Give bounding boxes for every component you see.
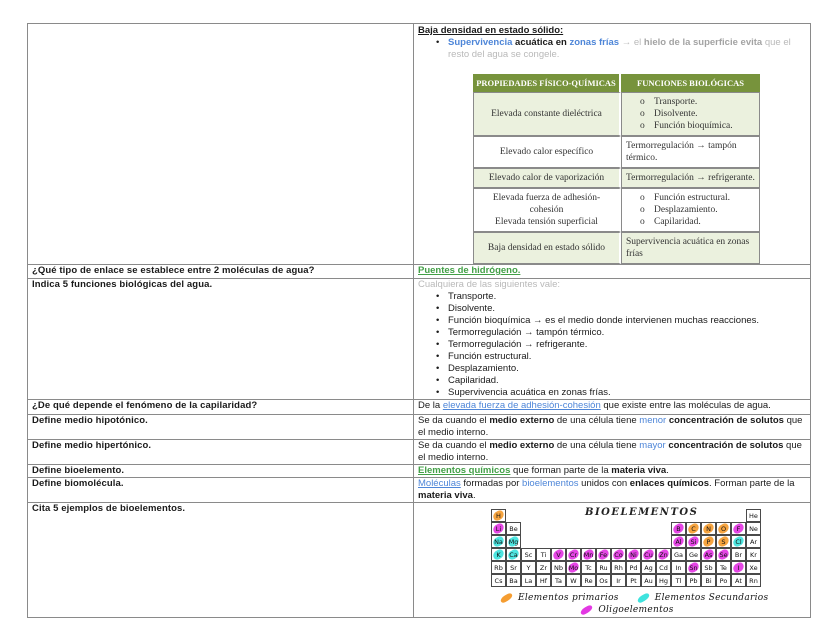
text-segment: formadas por <box>460 478 523 489</box>
function-cell: Termorregulación → refrigerante. <box>621 168 760 188</box>
element-cell-y <box>521 561 536 574</box>
element-cell-he <box>746 509 761 522</box>
element-cell-re <box>581 574 596 587</box>
element-cell-f <box>731 522 746 535</box>
list-item <box>436 375 806 387</box>
property-text: Elevado calor específico <box>499 147 594 157</box>
legend-label: Elementos Secundarios <box>654 593 769 603</box>
bullet-marker: • <box>436 375 440 386</box>
bullet-marker: • <box>436 291 440 302</box>
table-row-ejemplos-bioelementos <box>28 503 811 618</box>
element-symbol: Ag <box>644 563 653 572</box>
answer-heading: Baja densidad en estado sólido: <box>418 25 564 36</box>
element-symbol: Pb <box>689 576 698 585</box>
text-segment: zonas frías <box>569 37 620 48</box>
bullet-marker: • <box>436 327 440 338</box>
bullet-text: Transporte. <box>448 291 497 302</box>
element-cell-be <box>506 522 521 535</box>
bullet-text: Desplazamiento. <box>448 363 519 374</box>
element-symbol: I <box>737 563 740 572</box>
element-cell-cs <box>491 574 506 587</box>
element-symbol: Rh <box>614 563 623 572</box>
inner-table-row <box>473 168 760 188</box>
function-list-item <box>638 108 757 120</box>
element-symbol: Cs <box>494 576 503 585</box>
element-cell-k <box>491 548 506 561</box>
bullet-text <box>448 37 806 61</box>
bioelements-periodic-table-drawing <box>491 507 769 617</box>
element-cell-cl <box>731 535 746 548</box>
function-text: Función bioquímica. <box>654 121 733 131</box>
element-symbol: Xe <box>749 563 758 572</box>
element-cell-ni <box>626 548 641 561</box>
question-text: ¿Qué tipo de enlace se establece entre 2 moléculas de agua? <box>28 265 414 279</box>
legend-brush-icon <box>580 604 594 616</box>
element-symbol: Rn <box>749 576 758 585</box>
element-symbol: Au <box>644 576 653 585</box>
element-cell-po <box>716 574 731 587</box>
legend-item <box>580 605 673 615</box>
text-segment: Puentes de hidrógeno. <box>418 265 521 276</box>
element-symbol: At <box>735 576 742 585</box>
bullet-marker: • <box>436 37 440 48</box>
element-cell-at <box>731 574 746 587</box>
element-symbol: Fe <box>599 550 608 559</box>
table-row-enlace <box>28 265 811 279</box>
element-symbol: He <box>749 511 758 520</box>
element-cell-nb <box>551 561 566 574</box>
element-cell-pt <box>626 574 641 587</box>
element-cell-ge <box>686 548 701 561</box>
property-cell <box>473 168 621 188</box>
element-symbol: Cl <box>735 537 742 546</box>
bullet-text: Disolvente. <box>448 303 495 314</box>
answer-cell-funciones <box>414 279 811 400</box>
element-cell-xe <box>746 561 761 574</box>
element-symbol: Os <box>599 576 608 585</box>
text-segment: que existe entre las moléculas de agua. <box>600 400 771 411</box>
element-symbol: S <box>721 537 726 546</box>
inner-table-row <box>473 136 760 168</box>
bullet-marker: • <box>436 351 440 362</box>
bullet-marker: • <box>436 303 440 314</box>
text-segment: hielo de la superficie <box>643 37 738 48</box>
text-segment: que el resto del agua se congele. <box>448 37 791 60</box>
question-text: ¿De qué depende el fenómeno de la capilaridad? <box>28 400 414 415</box>
answer-text <box>414 465 811 478</box>
element-cell-ta <box>551 574 566 587</box>
element-symbol: Nb <box>554 563 563 572</box>
text-segment: Elementos químicos <box>418 465 511 476</box>
bullet-marker: • <box>436 363 440 374</box>
element-cell-c <box>686 522 701 535</box>
question-text: Define bioelemento. <box>28 465 414 478</box>
text-segment: . <box>472 490 476 501</box>
text-segment: de una célula tiene <box>554 415 640 426</box>
element-symbol: Ar <box>749 537 758 546</box>
answer-cell-water-properties <box>414 24 811 265</box>
element-cell-zr <box>536 561 551 574</box>
element-cell-rn <box>746 574 761 587</box>
text-segment: bioelementos <box>522 478 579 489</box>
legend-item <box>637 593 769 603</box>
element-cell-i <box>731 561 746 574</box>
bullet-text: Termorregulación → refrigerante. <box>448 339 588 350</box>
table-row-capilaridad <box>28 400 811 415</box>
element-cell-n <box>701 522 716 535</box>
element-symbol: Y <box>526 563 531 572</box>
inner-table-row <box>473 232 760 264</box>
question-text: Define biomolécula. <box>28 478 414 503</box>
list-item <box>436 363 806 375</box>
text-segment: concentración de solutos <box>668 440 784 451</box>
element-symbol: V <box>556 550 561 559</box>
element-symbol: Ta <box>555 576 562 585</box>
element-cell-ti <box>536 548 551 561</box>
element-symbol: Mn <box>583 550 594 559</box>
periodic-grid <box>491 509 761 587</box>
list-item <box>436 327 806 339</box>
answer-text <box>414 440 811 465</box>
text-segment: medio externo <box>489 415 555 426</box>
function-list-item <box>638 216 757 228</box>
element-symbol: Sr <box>510 563 517 572</box>
element-symbol: Ti <box>540 550 547 559</box>
element-cell-la <box>521 574 536 587</box>
bullet-marker: • <box>436 339 440 350</box>
property-cell <box>473 92 621 136</box>
element-cell-h <box>491 509 506 522</box>
element-symbol: Sc <box>524 550 533 559</box>
element-symbol: Ni <box>630 550 637 559</box>
function-cell <box>621 92 760 136</box>
element-cell-mo <box>566 561 581 574</box>
element-symbol: Te <box>720 563 727 572</box>
element-cell-ru <box>596 561 611 574</box>
element-cell-as <box>701 548 716 561</box>
text-segment: evita <box>740 37 763 48</box>
list-item <box>436 303 806 315</box>
element-cell-o <box>716 522 731 535</box>
bullet-text: Termorregulación → tampón térmico. <box>448 327 605 338</box>
text-segment: materia viva <box>418 490 473 501</box>
circle-bullet-marker: o <box>640 109 645 119</box>
element-cell-li <box>491 522 506 535</box>
element-cell-cr <box>566 548 581 561</box>
list-item <box>436 291 806 303</box>
text-segment: de una célula tiene <box>554 440 640 451</box>
element-symbol: Na <box>494 537 503 546</box>
element-symbol: H <box>496 511 501 520</box>
element-cell-tc <box>581 561 596 574</box>
element-symbol: Se <box>719 550 728 559</box>
element-cell-ne <box>746 522 761 535</box>
element-cell-p <box>701 535 716 548</box>
inner-header-properties: PROPIEDADES FÍSICO-QUÍMICAS <box>473 74 621 92</box>
element-cell-ag <box>641 561 656 574</box>
element-cell-s <box>716 535 731 548</box>
element-symbol: Tc <box>585 563 592 572</box>
bullet-text: Función bioquímica → es el medio donde intervienen muchas reacciones. <box>448 315 760 326</box>
element-cell-te <box>716 561 731 574</box>
element-symbol: Br <box>734 550 743 559</box>
element-cell-tl <box>671 574 686 587</box>
element-cell-in <box>671 561 686 574</box>
property-cell <box>473 136 621 168</box>
function-text: Desplazamiento. <box>654 205 718 215</box>
function-list-item <box>638 192 757 204</box>
element-cell-cu <box>641 548 656 561</box>
element-cell-rb <box>491 561 506 574</box>
legend-brush-icon <box>636 592 650 604</box>
element-cell-br <box>731 548 746 561</box>
function-text: Transporte. <box>654 97 698 107</box>
function-text: Disolvente. <box>654 109 698 119</box>
element-symbol: Be <box>509 524 518 533</box>
element-cell-mn <box>581 548 596 561</box>
text-segment: que forman parte de la <box>510 465 612 476</box>
list-item <box>436 37 806 61</box>
element-symbol: N <box>706 524 711 533</box>
circle-bullet-marker: o <box>640 121 645 131</box>
text-segment: materia viva <box>611 465 667 476</box>
text-segment: elevada fuerza de adhesión-cohesión <box>442 400 601 411</box>
functions-bullet-list <box>418 291 806 399</box>
element-cell-zn <box>656 548 671 561</box>
text-segment: acuática en <box>512 37 570 48</box>
element-cell-sb <box>701 561 716 574</box>
question-cell-empty <box>28 24 414 265</box>
inner-table-row <box>473 92 760 136</box>
element-cell-au <box>641 574 656 587</box>
element-symbol: Cr <box>569 550 578 559</box>
table-row-hipotonico <box>28 415 811 440</box>
table-row-hipertonico <box>28 440 811 465</box>
bullet-marker: • <box>436 315 440 326</box>
element-symbol: Zn <box>659 550 668 559</box>
table-row-funciones <box>28 279 811 400</box>
property-cell <box>473 232 621 264</box>
legend-line-1 <box>491 593 769 605</box>
element-symbol: O <box>720 524 727 533</box>
element-cell-ga <box>671 548 686 561</box>
text-segment: unidos con <box>578 478 630 489</box>
text-segment: que el medio interno. <box>418 415 803 438</box>
element-symbol: Al <box>675 537 682 546</box>
element-cell-kr <box>746 548 761 561</box>
element-symbol: Sn <box>689 563 698 572</box>
function-cell <box>621 188 760 232</box>
text-segment: mayor <box>639 440 666 451</box>
function-text: Función estructural. <box>654 193 730 203</box>
question-answer-table <box>27 23 811 618</box>
circle-bullet-marker: o <box>640 205 645 215</box>
element-cell-pd <box>626 561 641 574</box>
element-cell-co <box>611 548 626 561</box>
answer-text <box>414 265 811 279</box>
text-segment: Moléculas <box>418 478 461 489</box>
element-cell-fe <box>596 548 611 561</box>
question-text: Cita 5 ejemplos de bioelementos. <box>28 503 414 618</box>
element-symbol: As <box>704 550 713 559</box>
element-symbol: In <box>675 563 682 572</box>
property-cell <box>473 188 621 232</box>
text-segment: . <box>666 465 669 476</box>
list-item <box>436 387 806 399</box>
bullet-text: Función estructural. <box>448 351 532 362</box>
element-symbol: P <box>706 537 711 546</box>
element-symbol: Ru <box>599 563 608 572</box>
function-list-item <box>638 96 757 108</box>
element-symbol: Li <box>495 524 502 533</box>
property-text: Elevada tensión superficial <box>495 217 598 227</box>
element-cell-rh <box>611 561 626 574</box>
element-cell-se <box>716 548 731 561</box>
property-text: Baja densidad en estado sólido <box>487 243 606 253</box>
answer-intro: Cualquiera de las siguientes vale: <box>418 279 561 290</box>
function-list-item <box>638 120 757 132</box>
table-row-biomolecula <box>28 478 811 503</box>
element-symbol: Po <box>719 576 728 585</box>
element-cell-v <box>551 548 566 561</box>
element-symbol: Zr <box>539 563 548 572</box>
properties-functions-table <box>473 74 760 264</box>
element-symbol: Sb <box>704 563 713 572</box>
element-cell-hf <box>536 574 551 587</box>
text-segment: De la <box>418 400 443 411</box>
question-text: Define medio hipertónico. <box>28 440 414 465</box>
text-segment: → el <box>619 37 644 48</box>
text-segment: que el medio interno. <box>418 440 802 463</box>
element-symbol: Hg <box>658 576 668 585</box>
answer-cell-periodic <box>414 503 811 618</box>
element-symbol: Ir <box>616 576 621 585</box>
element-symbol: Cd <box>659 563 668 572</box>
circle-bullet-marker: o <box>640 193 645 203</box>
element-symbol: Ne <box>749 524 758 533</box>
function-cell: Termorregulación → tampón térmico. <box>621 136 760 168</box>
bullet-marker: • <box>436 387 440 398</box>
property-text: Elevado calor de vaporización <box>488 173 605 183</box>
element-symbol: Rb <box>494 563 503 572</box>
bullet-text: Capilaridad. <box>448 375 499 386</box>
legend-brush-icon <box>499 592 513 604</box>
element-symbol: Pt <box>630 576 637 585</box>
element-cell-ca <box>506 548 521 561</box>
circle-bullet-marker: o <box>640 217 645 227</box>
periodic-legend <box>491 593 769 617</box>
element-symbol: Pd <box>629 563 638 572</box>
element-symbol: Bi <box>705 576 712 585</box>
list-item <box>436 315 806 327</box>
text-segment: concentración de solutos <box>668 415 784 426</box>
text-segment: enlaces químicos <box>629 478 709 489</box>
element-cell-cd <box>656 561 671 574</box>
legend-item <box>500 593 619 603</box>
element-cell-hg <box>656 574 671 587</box>
element-symbol: C <box>691 524 696 533</box>
element-symbol: B <box>676 524 681 533</box>
property-text: Elevada constante dieléctrica <box>491 109 602 119</box>
inner-table-header-row <box>473 74 760 92</box>
table-row-bioelemento <box>28 465 811 478</box>
element-cell-b <box>671 522 686 535</box>
element-cell-w <box>566 574 581 587</box>
text-segment: . Forman parte de la <box>708 478 795 489</box>
element-symbol: Tl <box>675 576 682 585</box>
element-cell-ba <box>506 574 521 587</box>
list-item <box>436 351 806 363</box>
element-symbol: Si <box>690 537 697 546</box>
element-cell-ar <box>746 535 761 548</box>
element-symbol: Mo <box>568 563 579 572</box>
inner-table-row <box>473 188 760 232</box>
legend-line-2 <box>491 605 763 617</box>
inner-header-functions: FUNCIONES BIOLÓGICAS <box>621 74 760 92</box>
element-cell-pb <box>686 574 701 587</box>
question-text: Define medio hipotónico. <box>28 415 414 440</box>
element-symbol: Hf <box>539 576 548 585</box>
bullet-text: Supervivencia acuática en zonas frías. <box>448 387 611 398</box>
inner-table-body <box>473 92 760 264</box>
table-row-water-properties <box>28 24 811 265</box>
element-cell-sn <box>686 561 701 574</box>
element-cell-os <box>596 574 611 587</box>
text-segment: Se da cuando el <box>418 415 490 426</box>
element-symbol: Re <box>584 576 593 585</box>
element-symbol: Kr <box>750 550 757 559</box>
element-cell-sr <box>506 561 521 574</box>
element-cell-mg <box>506 535 521 548</box>
element-symbol: Cu <box>644 550 653 559</box>
legend-label: Oligoelementos <box>598 605 674 615</box>
element-cell-si <box>686 535 701 548</box>
element-cell-al <box>671 535 686 548</box>
element-cell-na <box>491 535 506 548</box>
function-cell: Supervivencia acuática en zonas frías <box>621 232 760 264</box>
element-symbol: F <box>736 524 741 533</box>
text-segment: menor <box>639 415 667 426</box>
answer-text <box>414 478 811 503</box>
element-symbol: Ca <box>509 550 518 559</box>
circle-bullet-marker: o <box>640 97 645 107</box>
function-list-item <box>638 204 757 216</box>
text-segment: Se da cuando el <box>418 440 490 451</box>
element-symbol: Mg <box>508 537 519 546</box>
question-text: Indica 5 funciones biológicas del agua. <box>28 279 414 400</box>
element-symbol: Ga <box>673 550 684 559</box>
element-symbol: Ba <box>509 576 518 585</box>
element-cell-bi <box>701 574 716 587</box>
element-cell-sc <box>521 548 536 561</box>
element-symbol: La <box>524 576 533 585</box>
element-symbol: Ge <box>688 550 699 559</box>
answer-text <box>414 400 811 415</box>
element-symbol: W <box>570 576 577 585</box>
answer-text <box>414 415 811 440</box>
property-text: Elevada fuerza de adhesión-cohesión <box>492 193 601 215</box>
element-symbol: Co <box>614 550 623 559</box>
text-segment: medio externo <box>489 440 555 451</box>
drawing-title: BIOELEMENTOS <box>585 507 699 518</box>
text-segment: Supervivencia <box>448 37 513 48</box>
element-symbol: K <box>496 550 501 559</box>
function-text: Capilaridad. <box>654 217 701 227</box>
element-cell-ir <box>611 574 626 587</box>
legend-label: Elementos primarios <box>518 593 619 603</box>
list-item <box>436 339 806 351</box>
